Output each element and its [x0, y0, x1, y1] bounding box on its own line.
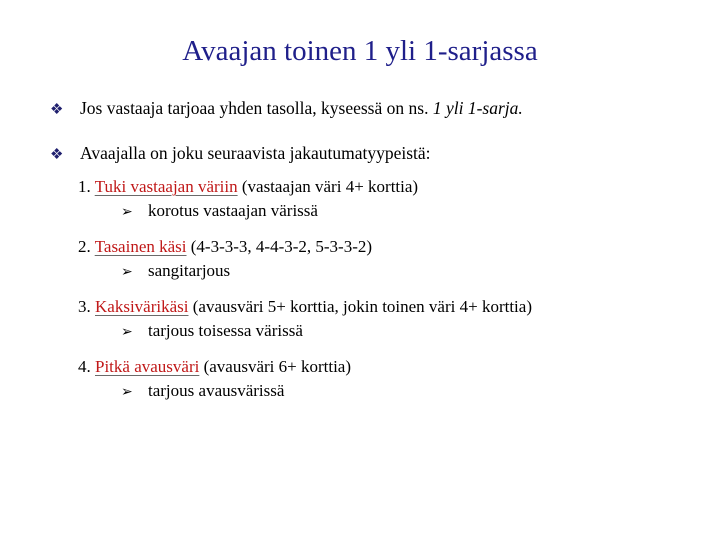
item-highlight: Tuki vastaajan väriin [94, 177, 238, 196]
list-item-3 [78, 296, 532, 318]
sub-item-text: tarjous toisessa värissä [148, 321, 303, 340]
item-number: 1. [78, 177, 95, 196]
bullet-1 [50, 97, 523, 121]
arrow-bullet-icon: ➢ [121, 324, 133, 340]
item-highlight: Pitkä avausväri [95, 357, 200, 376]
sub-item-text: sangitarjous [148, 261, 231, 280]
sub-item-3 [121, 320, 303, 343]
bullet-1-italic: 1 yli 1-sarja. [432, 98, 523, 118]
sub-item-text: tarjous avausvärissä [148, 381, 285, 400]
sub-item-2 [121, 260, 230, 283]
arrow-bullet-icon: ➢ [121, 264, 133, 280]
slide-title: Avaajan toinen 1 yli 1-sarjassa [182, 35, 538, 67]
list-item-4 [78, 356, 351, 378]
item-number: 4. [78, 357, 95, 376]
bullet-2 [50, 142, 431, 166]
bullet-1-text: Jos vastaaja tarjoaa yhden tasolla, kyseessä on ns. [80, 98, 433, 118]
item-detail: (avausväri 6+ korttia) [199, 357, 352, 376]
sub-item-1 [121, 200, 318, 223]
item-number: 3. [78, 297, 95, 316]
sub-item-4 [121, 380, 284, 403]
sub-item-text: korotus vastaajan värissä [148, 201, 318, 220]
item-highlight: Kaksivärikäsi [95, 297, 189, 316]
item-highlight: Tasainen käsi [94, 237, 187, 256]
diamond-bullet-icon: ❖ [50, 102, 64, 118]
diamond-bullet-icon: ❖ [50, 147, 64, 163]
bullet-2-text: Avaajalla on joku seuraavista jakautumatyypeistä: [80, 143, 431, 163]
item-number: 2. [78, 237, 95, 256]
list-item-1 [78, 176, 418, 198]
item-detail: (avausväri 5+ korttia, jokin toinen väri 4+ korttia) [188, 297, 532, 316]
item-detail: (4-3-3-3, 4-4-3-2, 5-3-3-2) [186, 237, 373, 256]
arrow-bullet-icon: ➢ [121, 384, 133, 400]
list-item-2 [78, 236, 372, 258]
arrow-bullet-icon: ➢ [121, 204, 133, 220]
item-detail: (vastaajan väri 4+ korttia) [237, 177, 419, 196]
